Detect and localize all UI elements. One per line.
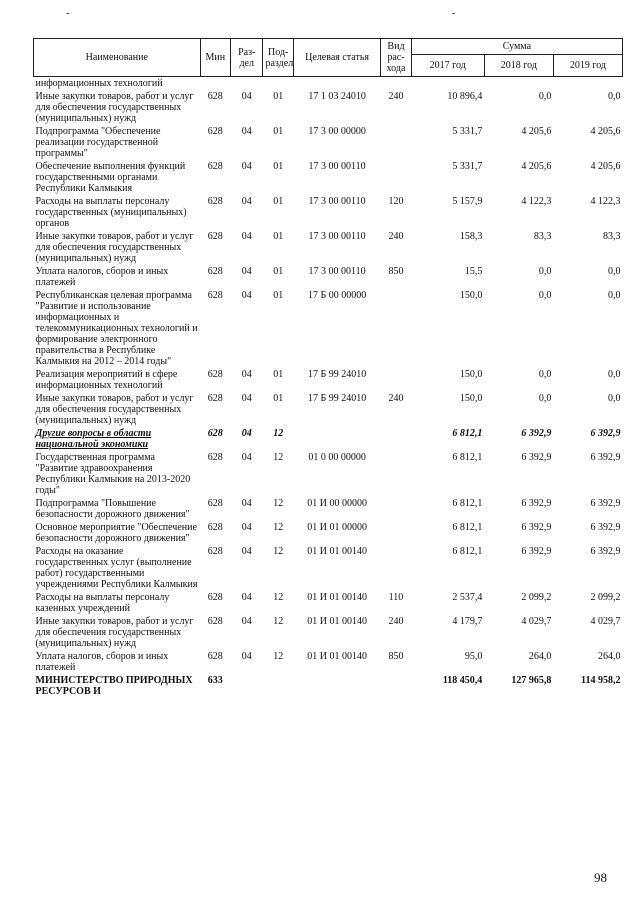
cell-podrazdel: 01 xyxy=(273,161,284,172)
cell-name xyxy=(34,591,201,615)
cell-sum-2017: 15,5 xyxy=(464,266,483,277)
cell-vid xyxy=(381,545,411,591)
cell-target xyxy=(293,427,380,451)
row-label: Подпрограмма "Обеспечение реализации государственной программы" xyxy=(35,126,161,159)
cell-razdel: 04 xyxy=(241,616,252,627)
row-label: Республиканская целевая программа "Развитие и использование информационных и телекоммуникационных технологий и формирование электронного правительства в Республике Калмыкия на 2012 – 2014 годы" xyxy=(35,290,198,367)
cell-sum-2019: 4 205,6 xyxy=(590,161,621,172)
cell-podrazdel: 12 xyxy=(273,616,284,627)
cell-sum-2017: 4 179,7 xyxy=(452,616,483,627)
row-label: Иные закупки товаров, работ и услуг для обеспечения государственных (муниципальных) нужд xyxy=(35,393,194,426)
cell-sum-2018: 4 122,3 xyxy=(521,196,552,207)
cell-sum-2017: 6 812,1 xyxy=(452,428,483,439)
cell-name xyxy=(34,615,201,650)
cell-min: 628 xyxy=(207,428,223,439)
cell-target: 17 Б 99 24010 xyxy=(307,393,367,404)
table-row xyxy=(34,451,623,497)
row-label: Государственная программа "Развитие здравоохранения Республики Калмыкия на 2013-2020 годы" xyxy=(35,452,191,496)
cell-podrazdel: 12 xyxy=(273,428,284,439)
cell-sum-2017: 6 812,1 xyxy=(452,546,483,557)
cell-name xyxy=(34,289,201,368)
table-row xyxy=(34,368,623,392)
cell-vid xyxy=(381,160,411,195)
cell-sum-2019: 6 392,9 xyxy=(590,522,621,533)
table-row xyxy=(34,427,623,451)
budget-table xyxy=(33,38,623,698)
cell-min: 628 xyxy=(207,522,223,533)
header-2018: 2018 год xyxy=(484,55,553,77)
cell-sum-2017: 158,3 xyxy=(459,231,483,242)
header-name: Наименование xyxy=(34,39,201,77)
cell-name xyxy=(34,674,201,698)
cell-sum-2017: 5 331,7 xyxy=(452,126,483,137)
cell-target xyxy=(293,674,380,698)
cell-sum-2018: 4 205,6 xyxy=(521,126,552,137)
cell-min: 628 xyxy=(207,592,223,603)
cell-podrazdel xyxy=(263,674,293,698)
cell-min: 628 xyxy=(207,369,223,380)
cell-target: 17 1 03 24010 xyxy=(308,91,366,102)
table-row xyxy=(34,160,623,195)
cell-razdel: 04 xyxy=(241,369,252,380)
cell-vid xyxy=(381,125,411,160)
cell-name xyxy=(34,125,201,160)
cell-sum-2018: 0,0 xyxy=(538,91,552,102)
cell-sum-2019: 4 029,7 xyxy=(590,616,621,627)
header-sum: Сумма xyxy=(411,39,622,55)
cell-sum-2017 xyxy=(411,77,484,91)
cell-sum-2017: 6 812,1 xyxy=(452,452,483,463)
cell-vid xyxy=(381,77,411,91)
cell-vid: 120 xyxy=(388,196,404,207)
cell-podrazdel: 01 xyxy=(273,196,284,207)
cell-vid xyxy=(381,368,411,392)
cell-name xyxy=(34,451,201,497)
cell-name xyxy=(34,497,201,521)
cell-vid: 240 xyxy=(388,393,404,404)
row-label: Основное мероприятие "Обеспечение безопасности дорожного движения" xyxy=(35,522,197,544)
cell-podrazdel: 12 xyxy=(273,498,284,509)
cell-name xyxy=(34,265,201,289)
row-label: МИНИСТЕРСТВО ПРИРОДНЫХ РЕСУРСОВ И xyxy=(35,675,193,697)
table-row xyxy=(34,591,623,615)
table-row xyxy=(34,90,623,125)
cell-sum-2018 xyxy=(484,77,553,91)
table-row xyxy=(34,650,623,674)
cell-podrazdel: 01 xyxy=(273,393,284,404)
table-row xyxy=(34,545,623,591)
cell-vid xyxy=(381,427,411,451)
header-razdel: Раз-дел xyxy=(230,39,262,77)
cell-target: 01 0 00 00000 xyxy=(308,452,366,463)
cell-min: 628 xyxy=(207,546,223,557)
cell-podrazdel: 12 xyxy=(273,592,284,603)
row-label: Уплата налогов, сборов и иных платежей xyxy=(35,266,169,288)
cell-sum-2017: 150,0 xyxy=(459,369,483,380)
cell-min: 628 xyxy=(207,161,223,172)
cell-min: 628 xyxy=(207,498,223,509)
cell-sum-2018: 6 392,9 xyxy=(521,546,552,557)
cell-min: 628 xyxy=(207,651,223,662)
cell-sum-2018: 127 965,8 xyxy=(511,675,552,686)
cell-target: 17 3 00 00110 xyxy=(308,196,366,207)
cell-razdel xyxy=(230,77,262,91)
cell-sum-2017: 6 812,1 xyxy=(452,498,483,509)
cell-vid xyxy=(381,451,411,497)
cell-sum-2018: 6 392,9 xyxy=(521,452,552,463)
cell-razdel xyxy=(230,674,262,698)
cell-min: 628 xyxy=(207,231,223,242)
cell-sum-2019: 264,0 xyxy=(598,651,621,662)
cell-razdel: 04 xyxy=(241,428,252,439)
page-number: 98 xyxy=(594,870,607,885)
table-row xyxy=(34,125,623,160)
cell-min: 628 xyxy=(207,266,223,277)
cell-sum-2019: 6 392,9 xyxy=(590,428,621,439)
cell-sum-2018: 264,0 xyxy=(528,651,552,662)
row-label: Реализация мероприятий в сфере информационных технологий xyxy=(35,369,178,391)
cell-razdel: 04 xyxy=(241,126,252,137)
header-vid: Вид рас-хода xyxy=(381,39,411,77)
cell-min: 628 xyxy=(207,616,223,627)
cell-sum-2019: 0,0 xyxy=(608,290,621,301)
cell-name xyxy=(34,392,201,427)
cell-vid: 240 xyxy=(388,231,404,242)
table-row xyxy=(34,195,623,230)
cell-name xyxy=(34,545,201,591)
table-row xyxy=(34,521,623,545)
row-label: Подпрограмма "Повышение безопасности дорожного движения" xyxy=(35,498,190,520)
cell-target: 17 3 00 00110 xyxy=(308,231,366,242)
row-label: Иные закупки товаров, работ и услуг для обеспечения государственных (муниципальных) нужд xyxy=(35,231,194,264)
cell-target xyxy=(293,77,380,91)
cell-name xyxy=(34,368,201,392)
cell-razdel: 04 xyxy=(241,196,252,207)
cell-target: 01 И 00 00000 xyxy=(307,498,367,509)
cell-name xyxy=(34,230,201,265)
cell-sum-2018: 4 029,7 xyxy=(521,616,552,627)
cell-sum-2018: 0,0 xyxy=(538,290,552,301)
table-header xyxy=(34,39,623,77)
cell-sum-2018: 6 392,9 xyxy=(521,428,552,439)
cell-sum-2019: 6 392,9 xyxy=(590,498,621,509)
cell-sum-2017: 150,0 xyxy=(459,393,483,404)
cell-vid: 850 xyxy=(388,266,404,277)
cell-sum-2017: 5 331,7 xyxy=(452,161,483,172)
cell-razdel: 04 xyxy=(241,452,252,463)
cell-name xyxy=(34,427,201,451)
row-label: Расходы на оказание государственных услуг (выполнение работ) государственными учреждениями Республики Калмыкия xyxy=(35,546,198,590)
cell-target: 17 3 00 00110 xyxy=(308,266,366,277)
cell-target: 01 И 01 00140 xyxy=(307,616,367,627)
cell-target: 01 И 01 00140 xyxy=(307,651,367,662)
row-label: Расходы на выплаты персоналу казенных учреждений xyxy=(35,592,170,614)
cell-razdel: 04 xyxy=(241,91,252,102)
cell-vid: 850 xyxy=(388,651,404,662)
cell-name xyxy=(34,160,201,195)
cell-vid xyxy=(381,289,411,368)
cell-vid xyxy=(381,674,411,698)
cell-sum-2018: 4 205,6 xyxy=(521,161,552,172)
cell-sum-2019: 6 392,9 xyxy=(590,546,621,557)
cell-sum-2017: 6 812,1 xyxy=(452,522,483,533)
cell-sum-2017: 10 896,4 xyxy=(447,91,483,102)
cell-razdel: 04 xyxy=(241,546,252,557)
cell-name xyxy=(34,650,201,674)
cell-razdel: 04 xyxy=(241,161,252,172)
cell-sum-2019: 6 392,9 xyxy=(590,452,621,463)
cell-podrazdel: 12 xyxy=(273,522,284,533)
cell-podrazdel: 01 xyxy=(273,369,284,380)
cell-sum-2018: 6 392,9 xyxy=(521,522,552,533)
cell-name xyxy=(34,521,201,545)
cell-target: 17 Б 99 24010 xyxy=(307,369,367,380)
cell-vid xyxy=(381,521,411,545)
cell-podrazdel: 01 xyxy=(273,290,284,301)
cell-min: 628 xyxy=(207,91,223,102)
cell-sum-2019: 114 958,2 xyxy=(581,675,621,686)
cell-sum-2019: 0,0 xyxy=(608,266,621,277)
cell-sum-2019: 0,0 xyxy=(608,91,621,102)
cell-sum-2017: 2 537,4 xyxy=(452,592,483,603)
cell-sum-2019: 0,0 xyxy=(608,393,621,404)
cell-podrazdel xyxy=(263,77,293,91)
cell-min xyxy=(200,77,230,91)
cell-target: 17 Б 00 00000 xyxy=(307,290,367,301)
cell-target: 17 3 00 00110 xyxy=(308,161,366,172)
cell-razdel: 04 xyxy=(241,651,252,662)
cell-razdel: 04 xyxy=(241,231,252,242)
row-label: Расходы на выплаты персоналу государственных (муниципальных) органов xyxy=(35,196,187,229)
cell-sum-2018: 0,0 xyxy=(538,369,552,380)
cell-razdel: 04 xyxy=(241,498,252,509)
row-label: Иные закупки товаров, работ и услуг для обеспечения государственных (муниципальных) нужд xyxy=(35,91,194,124)
table-row xyxy=(34,230,623,265)
table-row xyxy=(34,289,623,368)
cell-vid: 110 xyxy=(388,592,404,603)
cell-min: 628 xyxy=(207,126,223,137)
table-row xyxy=(34,265,623,289)
row-label: Обеспечение выполнения функций государственными органами Республики Калмыкия xyxy=(35,161,186,194)
cell-min: 628 xyxy=(207,452,223,463)
cell-razdel: 04 xyxy=(241,522,252,533)
cell-vid: 240 xyxy=(388,91,404,102)
header-2017: 2017 год xyxy=(411,55,484,77)
cell-podrazdel: 01 xyxy=(273,231,284,242)
cell-razdel: 04 xyxy=(241,393,252,404)
cell-sum-2019: 4 205,6 xyxy=(590,126,621,137)
table-row xyxy=(34,674,623,698)
cell-podrazdel: 12 xyxy=(273,546,284,557)
row-label: Уплата налогов, сборов и иных платежей xyxy=(35,651,169,673)
cell-sum-2018: 2 099,2 xyxy=(521,592,552,603)
header-podrazdel: Под-раздел xyxy=(263,39,293,77)
cell-sum-2017: 95,0 xyxy=(464,651,483,662)
cell-sum-2017: 150,0 xyxy=(459,290,483,301)
top-mark-right: - xyxy=(452,8,456,19)
cell-vid xyxy=(381,497,411,521)
cell-name xyxy=(34,90,201,125)
cell-min: 628 xyxy=(207,290,223,301)
cell-razdel: 04 xyxy=(241,290,252,301)
cell-podrazdel: 01 xyxy=(273,91,284,102)
cell-vid: 240 xyxy=(388,616,404,627)
cell-sum-2017: 5 157,9 xyxy=(452,196,483,207)
cell-sum-2018: 6 392,9 xyxy=(521,498,552,509)
row-label: Иные закупки товаров, работ и услуг для обеспечения государственных (муниципальных) нужд xyxy=(35,616,194,649)
cell-target: 17 3 00 00000 xyxy=(308,126,366,137)
cell-min: 633 xyxy=(207,675,223,686)
header-target: Целевая статья xyxy=(293,39,380,77)
cell-name xyxy=(34,77,201,91)
cell-sum-2018: 0,0 xyxy=(538,393,552,404)
cell-razdel: 04 xyxy=(241,266,252,277)
cell-sum-2018: 0,0 xyxy=(538,266,552,277)
cell-podrazdel: 12 xyxy=(273,651,284,662)
table-row xyxy=(34,392,623,427)
cell-sum-2018: 83,3 xyxy=(533,231,552,242)
table-body xyxy=(34,77,623,699)
cell-podrazdel: 12 xyxy=(273,452,284,463)
header-2019: 2019 год xyxy=(553,55,622,77)
row-label: информационных технологий xyxy=(35,78,163,89)
cell-podrazdel: 01 xyxy=(273,266,284,277)
row-label: Другие вопросы в области национальной экономики xyxy=(35,428,152,450)
header-min: Мин xyxy=(200,39,230,77)
cell-razdel: 04 xyxy=(241,592,252,603)
table-row xyxy=(34,77,623,91)
cell-min: 628 xyxy=(207,393,223,404)
cell-min: 628 xyxy=(207,196,223,207)
cell-sum-2019: 4 122,3 xyxy=(590,196,621,207)
cell-target: 01 И 01 00140 xyxy=(307,546,367,557)
top-mark-left: - xyxy=(66,8,70,19)
cell-target: 01 И 01 00140 xyxy=(307,592,367,603)
table-row xyxy=(34,497,623,521)
cell-sum-2019: 0,0 xyxy=(608,369,621,380)
cell-podrazdel: 01 xyxy=(273,126,284,137)
cell-sum-2017: 118 450,4 xyxy=(442,675,483,686)
table-row xyxy=(34,615,623,650)
cell-target: 01 И 01 00000 xyxy=(307,522,367,533)
cell-sum-2019 xyxy=(553,77,622,91)
cell-sum-2019: 83,3 xyxy=(603,231,621,242)
cell-name xyxy=(34,195,201,230)
cell-sum-2019: 2 099,2 xyxy=(590,592,621,603)
